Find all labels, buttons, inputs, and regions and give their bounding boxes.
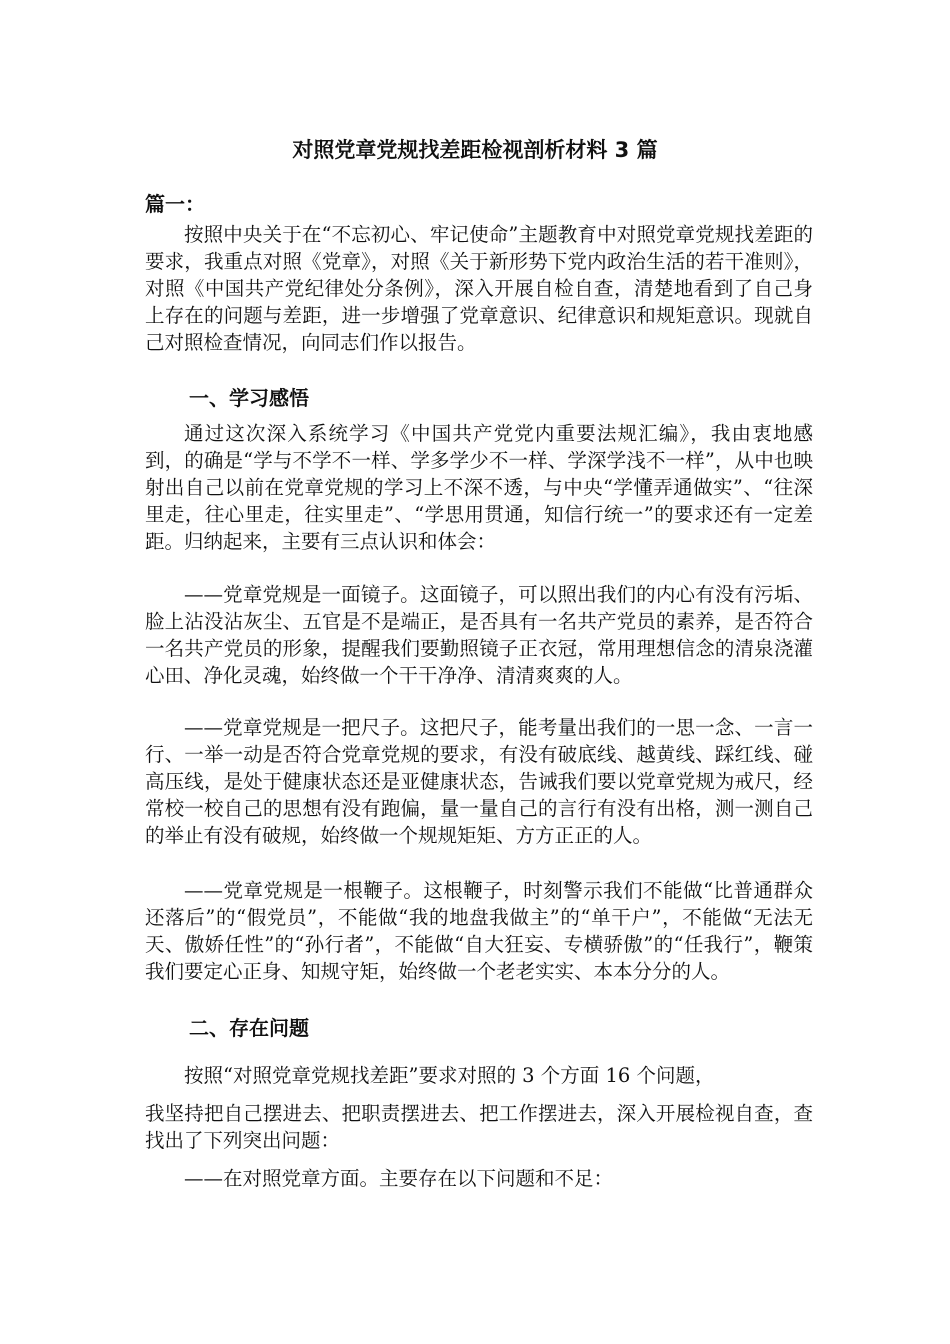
whip-paragraph: ——党章党规是一根鞭子。这根鞭子，时刻警示我们不能做“比普通群众还落后”的“假党员”，不能做“我的地盘我做主”的“单干户”，不能做“无法无天、傲娇任性”的“孙行者”，不能做“自大狂妄、专横骄傲”的“任我行”，鞭策我们要定心正身、知规守矩，始终做一个老老实实、本本分分的人。 bbox=[145, 879, 813, 983]
part-heading: 篇一： bbox=[145, 192, 205, 216]
problems-paragraph-continued: 我坚持把自己摆进去、把职责摆进去、把工作摆进去，深入开展检视自查，查找出了下列突出问题： bbox=[145, 1102, 813, 1152]
ruler-paragraph: ——党章党规是一把尺子。这把尺子，能考量出我们的一思一念、一言一行、一举一动是否符合党章党规的要求，有没有破底线、越黄线、踩红线、碰高压线，是处于健康状态还是亚健康状态，告诫我们要以党章党规为戒尺，经常校一校自己的思想有没有跑偏，量一量自己的言行有没有出格，测一测自己的举止有没有破规，始终做一个规规矩矩、方方正正的人。 bbox=[145, 716, 813, 847]
section-heading-learning: 一、学习感悟 bbox=[189, 386, 309, 410]
charter-paragraph: ——在对照党章方面。主要存在以下问题和不足： bbox=[184, 1167, 614, 1190]
intro-paragraph: 按照中央关于在“不忘初心、牢记使命”主题教育中对照党章党规找差距的要求，我重点对照《党章》，对照《关于新形势下党内政治生活的若干准则》，对照《中国共产党纪律处分条例》，深入开展自检自查，清楚地看到了自己身上存在的问题与差距，进一步增强了党章意识、纪律意识和规矩意识。现就自己对照检查情况，向同志们作以报告。 bbox=[145, 223, 813, 354]
learning-paragraph: 通过这次深入系统学习《中国共产党党内重要法规汇编》，我由衷地感到，的确是“学与不学不一样、学多学少不一样、学深学浅不一样”，从中也映射出自己以前在党章党规的学习上不深不透，与中央“学懂弄通做实”、“往深里走，往心里走，往实里走”、“学思用贯通，知信行统一”的要求还有一定差距。归纳起来，主要有三点认识和体会： bbox=[145, 422, 813, 553]
problems-paragraph-line1: 按照“对照党章党规找差距”要求对照的 3 个方面 16 个问题， bbox=[184, 1064, 715, 1087]
document-title: 对照党章党规找差距检视剖析材料 3 篇 bbox=[292, 138, 658, 162]
section-heading-problems: 二、存在问题 bbox=[189, 1016, 309, 1040]
mirror-paragraph: ——党章党规是一面镜子。这面镜子，可以照出我们的内心有没有污垢、脸上沾没沾灰尘、五官是不是端正，是否具有一名共产党员的素养，是否符合一名共产党员的形象，提醒我们要勤照镜子正衣冠，常用理想信念的清泉浇灌心田、净化灵魂，始终做一个干干净净、清清爽爽的人。 bbox=[145, 583, 813, 687]
